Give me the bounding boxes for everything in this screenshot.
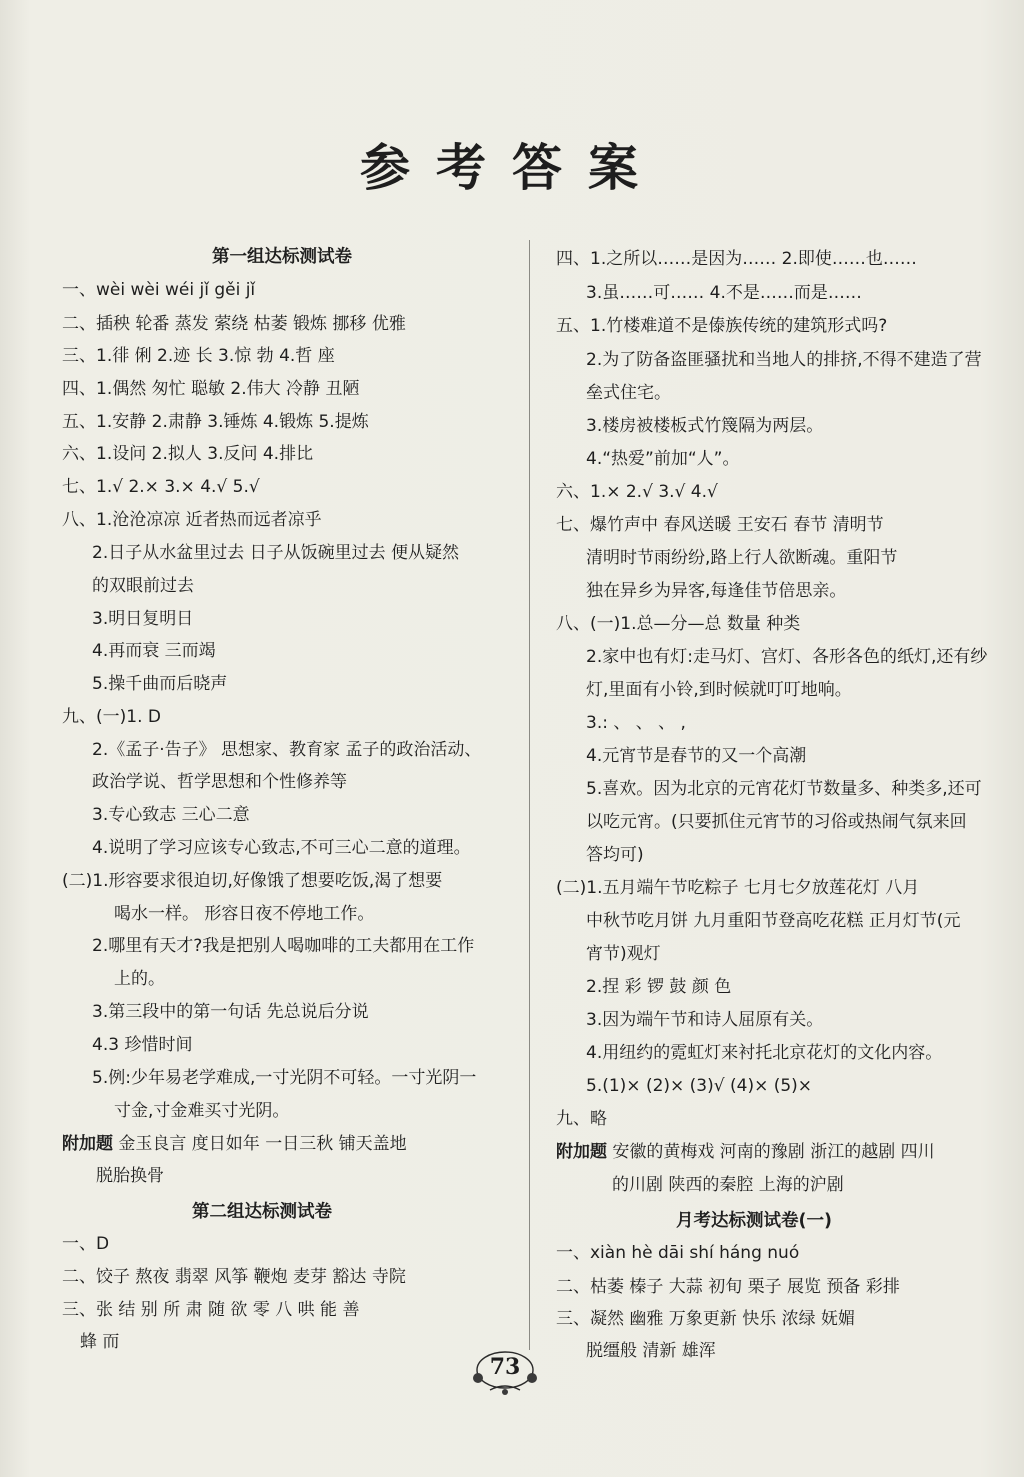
answer-text: 蜂 而: [80, 1332, 120, 1352]
answer-line: [556, 481, 718, 503]
answer-text: 2.日子从水盆里过去 日子从饭碗里过去 便从疑然: [92, 543, 460, 563]
answer-line: [62, 1233, 109, 1255]
answer-line: [114, 1100, 289, 1122]
answer-text: 5.喜欢。因为北京的元宵花灯节数量多、种类多,还可: [586, 779, 982, 799]
answer-line: [62, 1299, 359, 1321]
answer-text: 一、xiàn hè dāi shí háng nuó: [556, 1243, 800, 1263]
answer-line: [62, 476, 260, 498]
answer-line: [556, 1308, 855, 1330]
answer-text: (二)1.形容要求很迫切,好像饿了想要吃饭,渴了想要: [62, 871, 443, 891]
answer-line: [62, 378, 359, 400]
answer-text: 4.再而衰 三而竭: [92, 641, 216, 661]
answer-text: 4.3 珍惜时间: [92, 1035, 193, 1055]
answer-text: 5.例:少年易老学难成,一寸光阴不可轻。一寸光阴一: [92, 1068, 477, 1088]
answer-line: [586, 1042, 942, 1064]
answer-line: [62, 411, 369, 433]
answer-text: 三、张 结 别 所 肃 随 欲 零 八 哄 能 善: [62, 1300, 360, 1320]
section-heading: [676, 1210, 832, 1232]
answer-line: [556, 1276, 900, 1298]
page-number-badge: [470, 1346, 540, 1396]
answer-text: 灯,里面有小铃,到时候就叮叮地响。: [586, 680, 852, 700]
answer-text: 3.明日复明日: [92, 609, 194, 629]
answer-text: 3.第三段中的第一句话 先总说后分说: [92, 1002, 369, 1022]
answer-line: [586, 1075, 812, 1097]
answer-text: 九、略: [556, 1109, 607, 1129]
answer-line: [556, 1141, 935, 1163]
answer-line: [92, 608, 193, 630]
answer-line: [92, 1001, 369, 1023]
answer-line: [62, 509, 322, 531]
answer-line: [62, 870, 442, 892]
answer-line: [92, 575, 194, 597]
answer-line: [586, 349, 982, 371]
answer-text: 六、1.× 2.√ 3.√ 4.√: [556, 482, 718, 502]
answer-text: 以吃元宵。(只要抓住元宵节的习俗或热闹气氛来回: [586, 812, 967, 832]
answer-line: [62, 313, 406, 335]
answer-line: [586, 745, 806, 767]
answer-line: [556, 1242, 799, 1264]
answer-line: [586, 976, 731, 998]
answer-text: 脱缰般 清新 雄浑: [586, 1341, 716, 1361]
answer-text: 3.专心致志 三心二意: [92, 805, 250, 825]
answer-line: [586, 547, 897, 569]
answer-text: 3.: 、 、 、 ,: [586, 713, 686, 733]
answer-text: 八、1.沧沧凉凉 近者热而远者凉乎: [62, 510, 322, 530]
answer-line: [62, 443, 313, 465]
answer-text: 上的。: [114, 969, 165, 989]
answer-line: [62, 279, 255, 301]
answer-line: [586, 943, 661, 965]
answer-text: 3.因为端午节和诗人屈原有关。: [586, 1010, 824, 1030]
answer-text: 清明时节雨纷纷,路上行人欲断魂。重阳节: [586, 548, 898, 568]
page-title: 参考答案: [360, 138, 664, 197]
answer-line: [96, 1165, 164, 1187]
answer-text: 2.为了防备盗匪骚扰和当地人的排挤,不得不建造了营: [586, 350, 982, 370]
answer-line: [586, 580, 846, 602]
answer-text: 第二组达标测试卷: [192, 1202, 332, 1222]
answer-line: [586, 910, 960, 932]
answer-text: 七、爆竹声中 春风送暖 王安石 春节 清明节: [556, 515, 884, 535]
answer-line: [586, 282, 862, 304]
answer-text: 三、1.徘 俐 2.迹 长 3.惊 勃 4.哲 座: [62, 346, 335, 366]
answer-text: 脱胎换骨: [96, 1166, 164, 1186]
answer-text: 八、(一)1.总—分—总 数量 种类: [556, 614, 801, 634]
answer-text: 第一组达标测试卷: [212, 247, 352, 267]
answer-text: 的川剧 陕西的秦腔 上海的沪剧: [612, 1175, 844, 1195]
answer-text: 4.用纽约的霓虹灯来衬托北京花灯的文化内容。: [586, 1043, 943, 1063]
answer-text: 五、1.竹楼难道不是傣族传统的建筑形式吗?: [556, 316, 888, 336]
answer-text: 四、1.之所以……是因为…… 2.即使……也……: [556, 249, 917, 269]
answer-line: [586, 811, 967, 833]
answer-line: [586, 778, 982, 800]
answer-text: 4.说明了学习应该专心致志,不可三心二意的道理。: [92, 838, 471, 858]
answer-line: [586, 844, 644, 866]
answer-text: 九、(一)1. D: [62, 707, 161, 727]
answer-line: [92, 804, 250, 826]
answer-line: [92, 837, 471, 859]
answer-text: 2.《孟子·告子》 思想家、教育家 孟子的政治活动、: [92, 740, 482, 760]
answer-text: (二)1.五月端午节吃粽子 七月七夕放莲花灯 八月: [556, 878, 920, 898]
answer-line: [586, 679, 852, 701]
section-heading: [212, 246, 352, 268]
answer-line: [62, 1266, 406, 1288]
answer-text: 五、1.安静 2.肃静 3.锤炼 4.锻炼 5.提炼: [62, 412, 369, 432]
answer-line: [92, 771, 347, 793]
answer-line: [62, 1133, 407, 1155]
answer-text: 二、插秧 轮番 蒸发 萦绕 枯萎 锻炼 挪移 优雅: [62, 314, 406, 334]
column-divider: [529, 240, 530, 1350]
bonus-label: 附加题: [62, 1134, 113, 1154]
answer-text: 六、1.设问 2.拟人 3.反问 4.排比: [62, 444, 314, 464]
answer-line: [92, 1067, 476, 1089]
answer-text: 一、D: [62, 1234, 110, 1254]
answer-text: 4.“热爱”前加“人”。: [586, 449, 740, 469]
answer-line: [556, 248, 917, 270]
answer-text: 金玉良言 度日如年 一日三秋 铺天盖地: [113, 1134, 407, 1154]
answer-text: 寸金,寸金难买寸光阴。: [114, 1101, 290, 1121]
answer-text: 安徽的黄梅戏 河南的豫剧 浙江的越剧 四川: [607, 1142, 935, 1162]
answer-line: [556, 877, 919, 899]
answer-line: [586, 1009, 823, 1031]
answer-text: 2.哪里有天才?我是把别人喝咖啡的工夫都用在工作: [92, 936, 475, 956]
answer-line: [586, 415, 823, 437]
answer-line: [586, 382, 671, 404]
answer-line: [92, 640, 216, 662]
answer-line: [556, 613, 800, 635]
answer-text: 5.操千曲而后晓声: [92, 674, 228, 694]
answer-line: [92, 1034, 192, 1056]
answer-text: 政治学说、哲学思想和个性修养等: [92, 772, 347, 792]
answer-text: 喝水一样。 形容日夜不停地工作。: [114, 904, 375, 924]
answer-text: 二、枯萎 榛子 大蒜 初旬 栗子 展览 预备 彩排: [556, 1277, 900, 1297]
answer-text: 三、凝然 幽雅 万象更新 快乐 浓绿 妩媚: [556, 1309, 856, 1329]
answer-line: [556, 315, 887, 337]
answer-line: [114, 903, 374, 925]
answer-line: [586, 646, 987, 668]
answer-text: 的双眼前过去: [92, 576, 194, 596]
answer-line: [92, 673, 227, 695]
answer-text: 3.楼房被楼板式竹篾隔为两层。: [586, 416, 824, 436]
answer-text: 七、1.√ 2.× 3.× 4.√ 5.√: [62, 477, 260, 497]
answer-text: 四、1.偶然 匆忙 聪敏 2.伟大 冷静 丑陋: [62, 379, 360, 399]
answer-text: 独在异乡为异客,每逢佳节倍思亲。: [586, 581, 847, 601]
answer-line: [586, 1340, 716, 1362]
answer-text: 3.虽……可…… 4.不是……而是……: [586, 283, 862, 303]
answer-line: [556, 514, 884, 536]
bonus-label: 附加题: [556, 1142, 607, 1162]
answer-text: 中秋节吃月饼 九月重阳节登高吃花糕 正月灯节(元: [586, 911, 961, 931]
answer-text: 二、饺子 熬夜 翡翠 风筝 鞭炮 麦芽 豁达 寺院: [62, 1267, 406, 1287]
answer-line: [556, 1108, 607, 1130]
answer-text: 垒式住宅。: [586, 383, 671, 403]
answer-line: [80, 1331, 119, 1353]
answer-line: [114, 968, 165, 990]
page-number: 73: [489, 1354, 521, 1380]
answer-line: [92, 542, 459, 564]
answer-text: 一、wèi wèi wéi jǐ gěi jǐ: [62, 280, 256, 300]
answer-text: 答均可): [586, 845, 644, 865]
answer-text: 2.捏 彩 锣 鼓 颜 色: [586, 977, 732, 997]
answer-line: [62, 345, 335, 367]
answer-text: 4.元宵节是春节的又一个高潮: [586, 746, 807, 766]
answer-line: [92, 935, 474, 957]
answer-text: 2.家中也有灯:走马灯、宫灯、各形各色的纸灯,还有纱: [586, 647, 988, 667]
section-heading: [192, 1201, 332, 1223]
answer-line: [92, 739, 481, 761]
answer-text: 宵节)观灯: [586, 944, 661, 964]
answer-line: [612, 1174, 844, 1196]
answer-line: [586, 712, 686, 734]
answer-line: [62, 706, 161, 728]
answer-text: 5.(1)× (2)× (3)√ (4)× (5)×: [586, 1076, 813, 1096]
answer-text: 月考达标测试卷(一): [676, 1211, 832, 1231]
answer-line: [586, 448, 739, 470]
